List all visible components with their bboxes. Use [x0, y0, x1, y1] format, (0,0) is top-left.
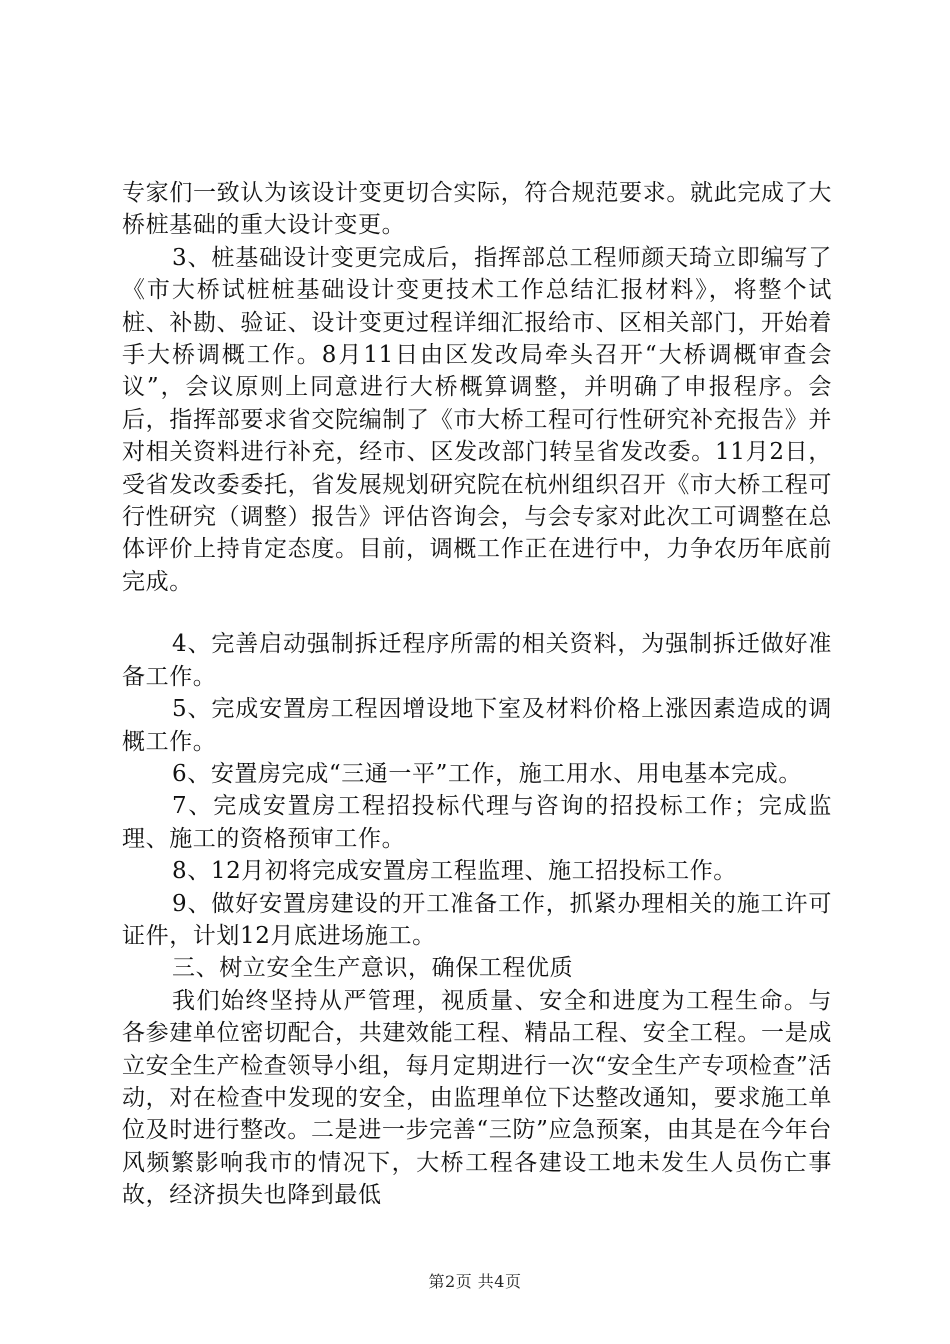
paragraph-item-9: 9、做好安置房建设的开工准备工作，抓紧办理相关的施工许可证件，计划12月底进场施工。: [122, 890, 832, 949]
paragraph-continuation: 专家们一致认为该设计变更切合实际，符合规范要求。就此完成了大桥桩基础的重大设计变更。: [122, 180, 832, 239]
paragraph-safety: 我们始终坚持从严管理，视质量、安全和进度为工程生命。与各参建单位密切配合，共建效能工程、精品工程、安全工程。一是成立安全生产检查领导小组，每月定期进行一次“安全生产专项检查”活动，对在检查中发现的安全，由监理单位下达整改通知，要求施工单位及时进行整改。二是进一步完善“三防”应急预案，由其是在今年台风频繁影响我市的情况下，大桥工程各建设工地未发生人员伤亡事故，经济损失也降到最低: [122, 987, 832, 1209]
paragraph-item-3: 3、桩基础设计变更完成后，指挥部总工程师颜天琦立即编写了《市大桥试桩桩基础设计变更技术工作总结汇报材料》，将整个试桩、补勘、验证、设计变更过程详细汇报给市、区相关部门，开始着手大桥调概工作。8月11日由区发改局牵头召开“大桥调概审查会议”，会议原则上同意进行大桥概算调整，并明确了申报程序。会后，指挥部要求省交院编制了《市大桥工程可行性研究补充报告》并对相关资料进行补充，经市、区发改部门转呈省发改委。11月2日，受省发改委委托，省发展规划研究院在杭州组织召开《市大桥工程可行性研究（调整）报告》评估咨询会，与会专家对此次工可调整在总体评价上持肯定态度。目前，调概工作正在进行中，力争农历年底前完成。: [122, 244, 832, 595]
paragraph-item-8: 8、12月初将完成安置房工程监理、施工招投标工作。: [172, 858, 737, 885]
page-footer: 第2页 共4页: [428, 1272, 522, 1291]
paragraph-item-5: 5、完成安置房工程因增设地下室及材料价格上涨因素造成的调概工作。: [122, 696, 832, 755]
paragraph-item-7: 7、完成安置房工程招投标代理与咨询的招投标工作；完成监理、施工的资格预审工作。: [122, 793, 832, 852]
document-body: [122, 177, 832, 1212]
paragraph-item-6: 6、安置房完成“三通一平”工作，施工用水、用电基本完成。: [172, 760, 802, 787]
paragraph-item-4: 4、完善启动强制拆迁程序所需的相关资料，为强制拆迁做好准备工作。: [122, 631, 832, 690]
section-heading-3: 三、树立安全生产意识，确保工程优质: [172, 955, 574, 982]
